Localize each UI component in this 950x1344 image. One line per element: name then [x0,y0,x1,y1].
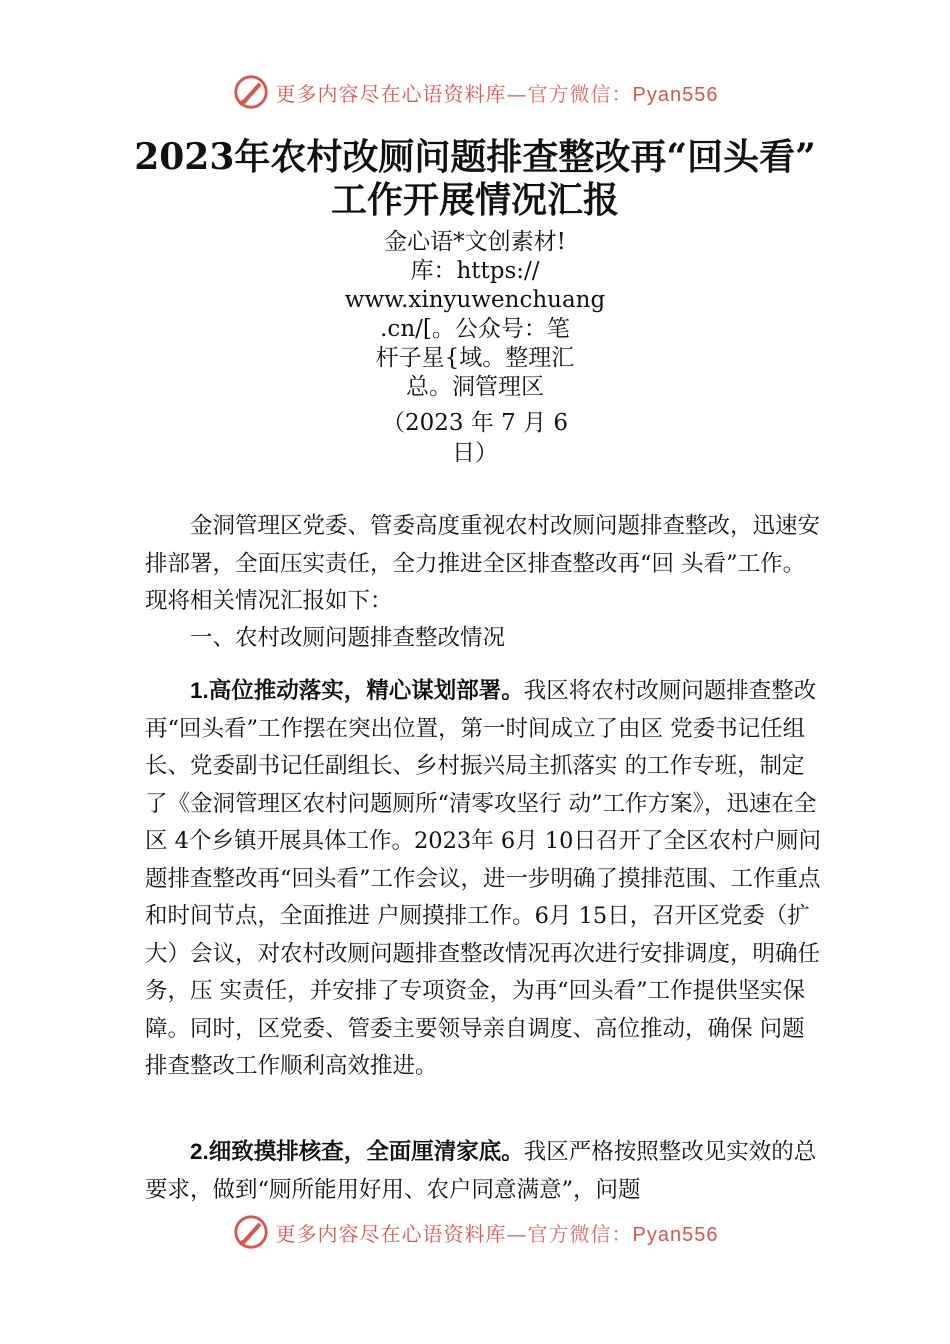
document-title-line-2: 工作开展情况汇报 [330,179,619,221]
watermark-account-label: 官方微信： [527,81,633,106]
watermark-account-id: Pyan556 [632,1223,719,1246]
document-date [330,408,620,468]
meta-line: 杆子星{域。整理汇 [375,345,575,371]
date-line: 日） [452,440,498,466]
watermark-slogan: 更多内容尽在心语资料库 [275,81,507,106]
meta-line: .cn/[。公众号：笔 [380,316,570,342]
item-1-body: 我区将农村改厕问题排查整改再“回头看”工作摆在突出位置，第一时间成立了由区 党委书记任组长、党委副书记任副组长、乡村振兴局主抓落实 的工作专班，制定了《金洞管理区农村问题厕所“清零攻坚行 动”工作方案》，迅速在全区 4个乡镇开展具体工作。2023年 6月 10日召开了全区农村户厕问题排查整改再“回头看”工作会议，进一步明确了摸排范围、工作重点和时间节点，全面推进 户厕摸排工作。6月 15日，召开区党委（扩大）会议，对农村改厕问题排查整改情况再次进行安排调度，明确任务，压 实责任，并安排了专项资金，为再“回头看”工作提供坚实保 障。同时，区党委、管委主要领导亲自调度、高位推动，确保 问题排查整改工作顺利高效推进。 [145,678,821,1079]
section-1-heading: 一、农村改厕问题排查整改情况 [190,625,506,651]
meta-line: 金心语*文创素材! [384,229,566,255]
date-line: （2023 年 7 月 6 [381,410,569,436]
item-1-lead: 1.高位推动落实，精心谋划部署。 [190,678,524,703]
meta-line: 库：https:// [410,258,540,284]
intro-paragraph: 金洞管理区党委、管委高度重视农村改厕问题排查整改，迅速安排部署，全面压实责任，全力推进全区排查整改再“回 头看”工作。现将相关情况汇报如下： [145,513,821,614]
item-1-paragraph [145,672,825,1086]
watermark-text [276,1218,719,1247]
quill-logo-icon [232,1213,270,1251]
item-2-body: 我区严格按照整改见实效的总要求，做到“厕所能用好用、农户同意满意”，问题 [145,1139,817,1203]
item-2-lead: 2.细致摸排核查，全面厘清家底。 [190,1139,524,1164]
watermark-header [0,70,950,114]
meta-line: 总。洞管理区 [406,374,544,400]
watermark-text [276,78,719,107]
author-meta [330,228,620,402]
meta-line: www.xinyuwenchuang [344,287,606,313]
item-2-paragraph [145,1133,825,1209]
watermark-separator: — [506,81,528,106]
quill-logo-icon [232,73,270,111]
watermark-footer [0,1210,950,1254]
watermark-separator: — [506,1221,528,1246]
watermark-slogan: 更多内容尽在心语资料库 [275,1221,507,1246]
watermark-account-label: 官方微信： [527,1221,633,1246]
document-title-line-1: 2023年农村改厕问题排查整改再“回头看” [134,136,816,178]
watermark-account-id: Pyan556 [632,83,719,106]
